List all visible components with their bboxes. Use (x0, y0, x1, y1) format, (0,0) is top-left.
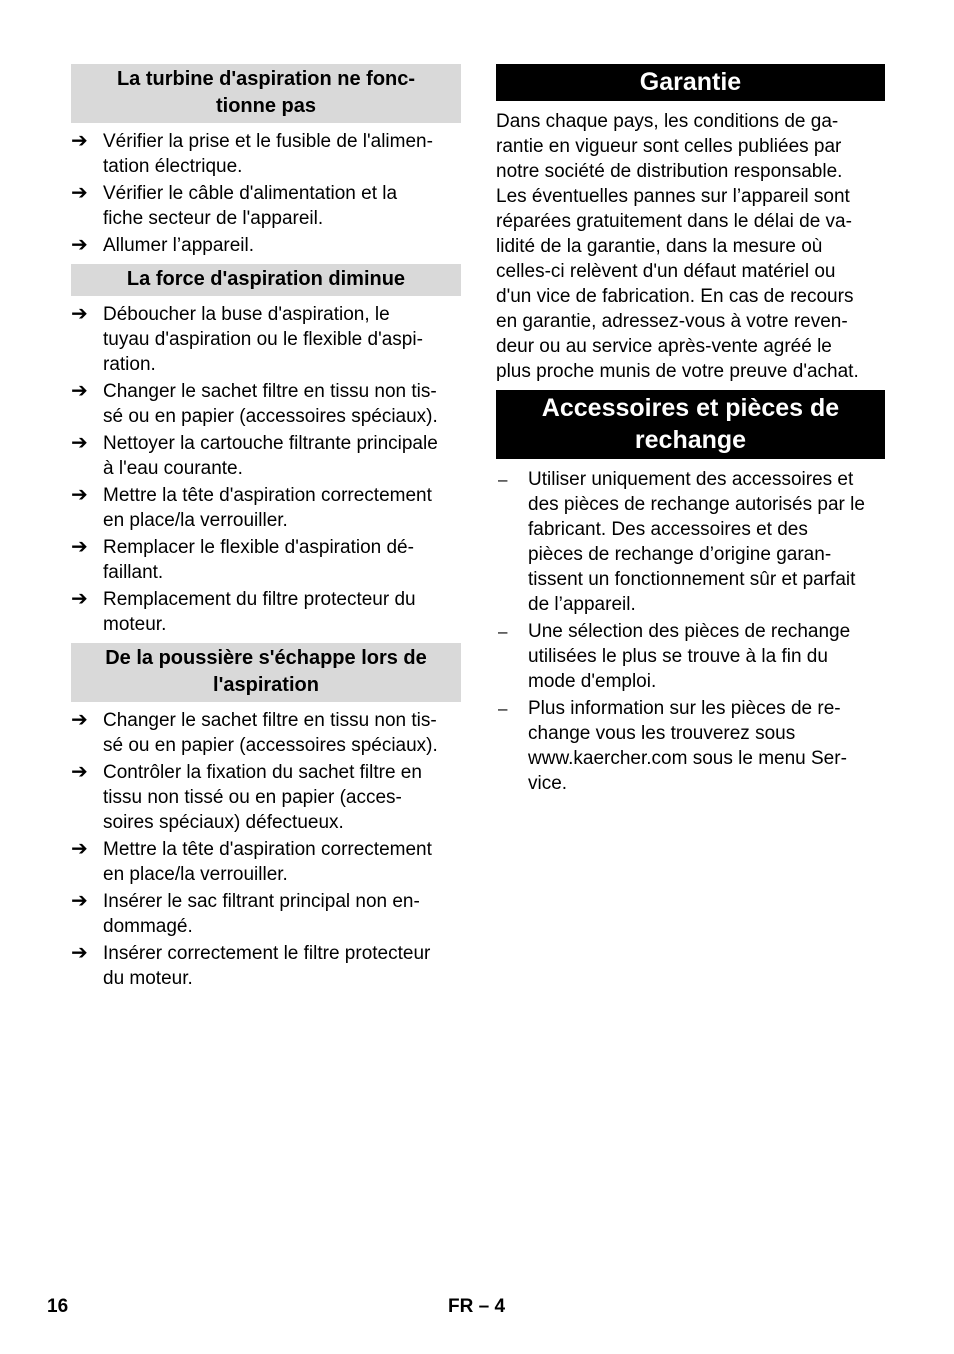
list-item: ➔ Insérer le sac filtrant principal non en- dommagé. (71, 890, 420, 937)
arrow-right-icon: ➔ (71, 942, 88, 964)
list-item: – Une sélection des pièces de rechange utilisées le plus se trouve à la fin du mode d'emploi. (498, 621, 851, 692)
right-column (496, 64, 885, 802)
page-section-label: FR – 4 (448, 1296, 506, 1317)
left-column (71, 64, 461, 997)
arrow-right-icon: ➔ (71, 130, 88, 152)
dash-bullet: – (498, 622, 508, 641)
arrow-right-icon: ➔ (71, 761, 88, 783)
arrow-right-icon: ➔ (71, 432, 88, 454)
list-item: ➔ Changer le sachet filtre en tissu non tis- sé ou en papier (accessoires spéciaux). (71, 709, 438, 756)
list-item: ➔ Remplacement du filtre protecteur du moteur. (71, 588, 416, 635)
arrow-right-icon: ➔ (71, 890, 88, 912)
section-heading-turbine: La turbine d'aspiration ne fonc- tionne pas (71, 64, 461, 123)
arrow-right-icon: ➔ (71, 536, 88, 558)
section-heading-dust-escape: De la poussière s'échappe lors de l'aspiration (71, 643, 461, 702)
list-item: ➔ Vérifier la prise et le fusible de l'alimen- tation électrique. (71, 130, 433, 177)
heading-garantie: Garantie (496, 64, 885, 101)
arrow-right-icon: ➔ (71, 709, 88, 731)
list-item: ➔ Déboucher la buse d'aspiration, le tuyau d'aspiration ou le flexible d'aspi- ration. (71, 303, 423, 375)
list-item: ➔ Remplacer le flexible d'aspiration dé- faillant. (71, 536, 414, 583)
heading-accessoires: Accessoires et pièces de rechange (496, 390, 885, 459)
list-item: ➔ Contrôler la fixation du sachet filtre en tissu non tissé ou en papier (acces- soires spéciaux) défectueux. (71, 761, 422, 833)
list-item: – Utiliser uniquement des accessoires et des pièces de rechange autorisés par le fabricant. Des accessoires et des pièces de rechange d’origine garan- tissent un fonctionnement sûr et parfait de l’appareil. (498, 469, 865, 615)
section-heading-suction-force: La force d'aspiration diminue (71, 264, 461, 296)
garantie-paragraph: Dans chaque pays, les conditions de ga- rantie en vigueur sont celles publiées par notre société de distribution responsable. Les éventuelles pannes sur l’appareil sont réparées gratuitement dans le délai de va- lidité de la garantie, dans la mesure où celles-ci relèvent d'un défaut matériel ou d'un vice de fabrication. En cas de recours en garantie, adressez-vous à votre reven- deur ou au service après-vente agréé le plus proche munis de votre preuve d'achat. (496, 111, 859, 382)
list-item: ➔ Mettre la tête d'aspiration correctement en place/la verrouiller. (71, 484, 432, 531)
list-item: ➔ Allumer l’appareil. (71, 234, 255, 256)
dash-bullet: – (498, 699, 508, 718)
suction-force-checklist (71, 302, 461, 637)
page-number: 16 (47, 1296, 69, 1317)
arrow-right-icon: ➔ (71, 182, 88, 204)
accessoires-list (496, 467, 885, 796)
turbine-checklist (71, 129, 461, 258)
arrow-right-icon: ➔ (71, 484, 88, 506)
arrow-right-icon: ➔ (71, 303, 88, 325)
arrow-right-icon: ➔ (71, 380, 88, 402)
list-item: ➔ Nettoyer la cartouche filtrante principale à l'eau courante. (71, 432, 438, 479)
dash-bullet: – (498, 470, 508, 489)
dust-escape-checklist (71, 708, 461, 991)
list-item: ➔ Mettre la tête d'aspiration correctement en place/la verrouiller. (71, 838, 432, 885)
list-item: ➔ Insérer correctement le filtre protecteur du moteur. (71, 942, 431, 989)
arrow-right-icon: ➔ (71, 838, 88, 860)
list-item: – Plus information sur les pièces de re- change vous les trouverez sous www.kaercher.com sous le menu Ser- vice. (498, 698, 847, 794)
list-item: ➔ Vérifier le câble d'alimentation et la fiche secteur de l'appareil. (71, 182, 398, 229)
arrow-right-icon: ➔ (71, 234, 88, 256)
list-item: ➔ Changer le sachet filtre en tissu non tis- sé ou en papier (accessoires spéciaux). (71, 380, 438, 427)
arrow-right-icon: ➔ (71, 588, 88, 610)
